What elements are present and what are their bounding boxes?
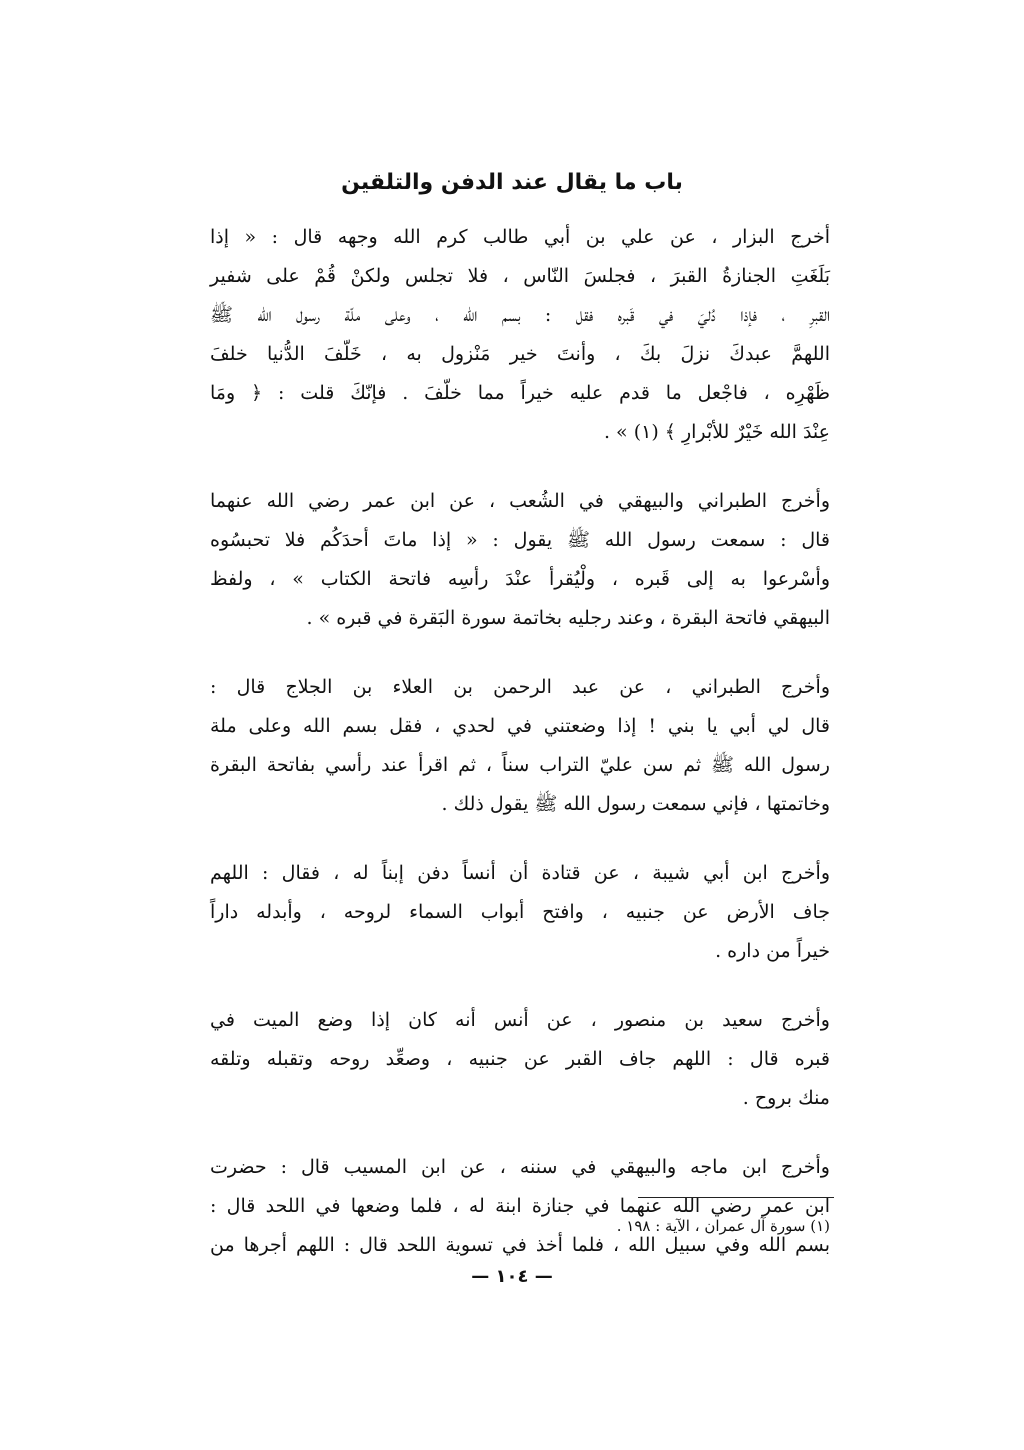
- text-line: جاف الأرض عن جنبيه ، وافتح أبواب السماء لروحه ، وأبدله داراً: [210, 901, 830, 923]
- text-line: وأخرج الطبراني ، عن عبد الرحمن بن العلاء بن الجلاج قال :: [210, 676, 830, 698]
- text-line: وأخرج ابن أبي شيبة ، عن قتادة أن أنساً دفن إبناً له ، فقال : اللهم: [210, 862, 830, 884]
- text-line: ابن عمر رضي الله عنهما في جنازة ابنة له ، فلما وضعها في اللحد قال :: [210, 1195, 830, 1217]
- text-line: قال لي أبي يا بني ! إذا وضعتني في لحدي ، فقل بسم الله وعلى ملة: [210, 715, 830, 737]
- text-line: وأخرج سعيد بن منصور ، عن أنس أنه كان إذا وضع الميت في: [210, 1009, 830, 1031]
- main-text: [210, 218, 830, 1295]
- paragraph-2: [210, 482, 830, 638]
- footnote-divider: [638, 1197, 834, 1198]
- text-line: رسول الله ﷺ ثم سن عليّ التراب سناً ، ثم اقرأ عند رأسي بفاتحة البقرة: [210, 754, 830, 776]
- text-line: بسم الله وفي سبيل الله ، فلما أخذ في تسوية اللحد قال : اللهم أجرها من: [210, 1234, 830, 1256]
- paragraph-5: [210, 1001, 830, 1118]
- text-line: وأخرج الطبراني والبيهقي في الشُعب ، عن ابن عمر رضي الله عنهما: [210, 490, 830, 512]
- text-line: قال : سمعت رسول الله ﷺ يقول : « إذا ماتَ أحدَكُم فلا تحبسُوه: [210, 529, 830, 551]
- paragraph-1: [210, 218, 830, 452]
- text-line: القبرِ ، فإذا دُليَ في قَبره فقل : بسم الله ، وعلى ملّة رسول الله ﷺ: [210, 304, 830, 326]
- text-line: البيهقي فاتحة البقرة ، وعند رجليه بخاتمة سورة البَقرة في قبره » .: [306, 607, 830, 629]
- chapter-title: باب ما يقال عند الدفن والتلقين: [341, 170, 683, 195]
- text-line: وخاتمتها ، فإني سمعت رسول الله ﷺ يقول ذلك .: [441, 793, 830, 815]
- text-line: وأسْرعوا به إلى قَبره ، ولْيُقرأ عنْدَ رأسِه فاتحة الكتاب » ، ولفظ: [210, 568, 830, 590]
- text-line: خيراً من داره .: [715, 940, 830, 962]
- text-line: عِنْدَ الله خَيْرٌ للأبْرارِ ﴾ (١) » .: [603, 421, 830, 443]
- text-line: اللهمَّ عبدكَ نزلَ بكَ ، وأنتَ خير مَنْزول به ، خَلّفَ الدُّنيا خلفَ: [210, 343, 830, 365]
- text-line: قبره قال : اللهم جاف القبر عن جنبيه ، وصعِّد روحه وتقبله وتلقه: [210, 1048, 830, 1070]
- text-line: أخرج البزار ، عن علي بن أبي طالب كرم الله وجهه قال : « إذا: [210, 226, 830, 248]
- text-line: ظَهْرِه ، فاجْعل ما قدم عليه خيراً مما خلّفَ . فإنّكَ قلت : ﴿ ومَا: [210, 382, 830, 404]
- footnote: (١) سورة آل عمران ، الآية : ١٩٨ .: [616, 1217, 830, 1235]
- text-line: وأخرج ابن ماجه والبيهقي في سننه ، عن ابن المسيب قال : حضرت: [210, 1156, 830, 1178]
- paragraph-4: [210, 854, 830, 971]
- paragraph-6: [210, 1148, 830, 1265]
- paragraph-3: [210, 668, 830, 824]
- text-line: بَلَغَتِ الجنازةُ القبرَ ، فجلسَ النّاس ، فلا تجلس ولكنْ قُمْ على شفير: [210, 265, 830, 287]
- text-line: منك بروح .: [742, 1087, 830, 1109]
- page-number: — ١٠٤ —: [471, 1266, 553, 1287]
